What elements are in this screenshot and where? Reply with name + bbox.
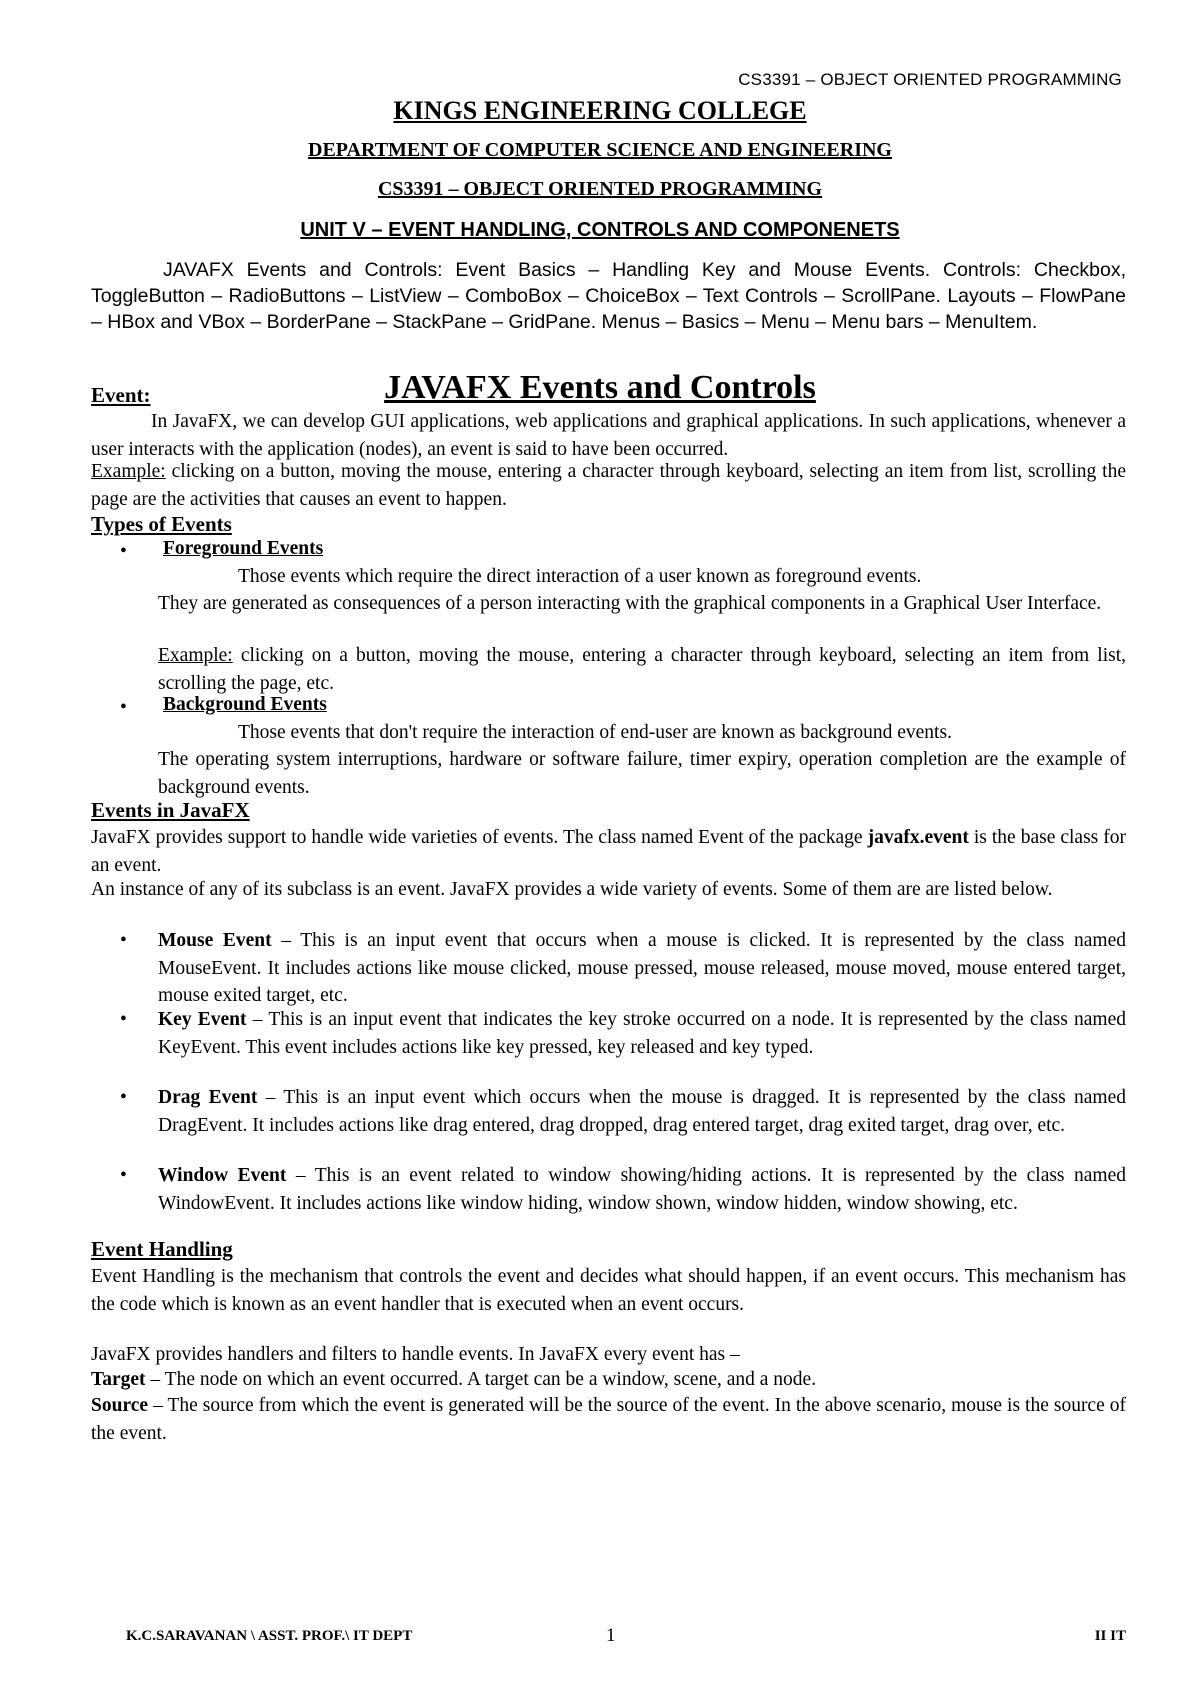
background-events-title: Background Events <box>163 694 327 715</box>
department-name: DEPARTMENT OF COMPUTER SCIENCE AND ENGINEERING <box>308 139 892 161</box>
list-item-window-event: • Window Event – This is an event related to window showing/hiding actions. It is represented by the class named WindowEvent. It includes actions like window hiding, window shown, window hidden, window showing, etc. <box>120 1165 1127 1214</box>
event-name: Key Event <box>158 1009 247 1030</box>
handling-para2: JavaFX provides handlers and filters to handle events. In JavaFX every event has – <box>91 1344 740 1365</box>
syllabus-text: JAVAFX Events and Controls: Event Basics – Handling Key and Mouse Events. Controls: Checkbox, ToggleButton – RadioButtons – ListView – ComboBox – ChoiceBox – Text Controls – ScrollPane. Layouts – FlowPane – HBox and VBox – BorderPane – StackPane – GridPane. Menus – Basics – Menu – Menu bars – MenuItem. <box>91 259 1126 333</box>
list-item-mouse-event: • Mouse Event – This is an input event that occurs when a mouse is clicked. It is represented by the class named MouseEvent. It includes actions like mouse clicked, mouse pressed, mouse released, mouse moved, mouse entered target, mouse exited target, etc. <box>120 930 1126 1006</box>
handling-target <box>91 1366 1126 1394</box>
example-text: clicking on a button, moving the mouse, entering a character through keyboard, selecting an item from list, scrolling the page are the activities that causes an event to happen. <box>91 461 1126 510</box>
event-example <box>91 458 1126 513</box>
javafx-events-para2: An instance of any of its subclass is an event. JavaFX provides a wide variety of events. Some of them are are listed below. <box>91 879 1053 900</box>
handling-source <box>91 1392 1126 1447</box>
list-item-drag-event: • Drag Event – This is an input event which occurs when the mouse is dragged. It is represented by the class named DragEvent. It includes actions like drag entered, drag dropped, drag entered target, drag exited target, drag over, etc. <box>120 1087 1126 1136</box>
event-desc: – This is an input event which occurs when the mouse is dragged. It is represented by the class named DragEvent. It includes actions like drag entered, drag dropped, drag entered target, drag exited target, drag over, etc. <box>158 1087 1126 1136</box>
event-name: Window Event <box>158 1165 287 1186</box>
foreground-line2: They are generated as consequences of a person interacting with the graphical components in a Graphical User Interface. <box>158 593 1102 614</box>
para-text: is the base class for an event. <box>91 827 1126 876</box>
running-header: CS3391 – OBJECT ORIENTED PROGRAMMING <box>738 70 1122 89</box>
example-text: clicking on a button, moving the mouse, entering a character through keyboard, selecting an item from list, scrolling the page, etc. <box>158 645 1126 694</box>
footer-year: II IT <box>1094 1628 1126 1644</box>
handling-para1: Event Handling is the mechanism that controls the event and decides what should happen, if an event occurs. This mechanism has the code which is known as an event handler that is executed when an event occurs. <box>91 1266 1126 1315</box>
event-desc: – This is an input event that indicates the key stroke occurred on a node. It is represented by the class named KeyEvent. This event includes actions like key pressed, key released and key typed. <box>158 1009 1126 1058</box>
background-line1: Those events that don't require the interaction of end-user are known as background events. <box>238 722 952 743</box>
page-number: 1 <box>606 1625 616 1646</box>
background-line2: The operating system interruptions, hardware or software failure, timer expiry, operation completion are the example of background events. <box>158 749 1126 798</box>
event-desc: – This is an event related to window showing/hiding actions. It is represented by the class named WindowEvent. It includes actions like window hiding, window shown, window hidden, window showing, etc. <box>158 1165 1127 1214</box>
event-paragraph: In JavaFX, we can develop GUI applications, web applications and graphical applications. In such applications, whenever a user interacts with the application (nodes), an event is said to have been occurred. <box>91 411 1126 460</box>
para-text: JavaFX provides support to handle wide varieties of events. The class named Event of the package <box>91 827 868 848</box>
example-label: Example: <box>91 461 166 482</box>
unit-title: UNIT V – EVENT HANDLING, CONTROLS AND COMPONENETS <box>300 219 900 241</box>
foreground-events-title: Foreground Events <box>163 538 324 559</box>
foreground-line1: Those events which require the direct interaction of a user known as foreground events. <box>238 566 922 587</box>
example-label: Example: <box>158 645 233 666</box>
foreground-example <box>158 642 1126 697</box>
college-name: KINGS ENGINEERING COLLEGE <box>393 96 807 125</box>
document-page: CS3391 – OBJECT ORIENTED PROGRAMMING KINGS ENGINEERING COLLEGE DEPARTMENT OF COMPUTER SCIENCE AND ENGINEERING CS3391 – OBJECT ORIENTED PROGRAMMING UNIT V – EVENT HANDLING, CONTROLS AND COMPONENETS JAVAFX Events and Controls: Event Basics – Handling Key and Mouse Events. Controls: Checkbox, ToggleButton – RadioButtons – ListView – ComboBox – ChoiceBox – Text Controls – ScrollPane. Layouts – FlowPane – HBox and VBox – BorderPane – StackPane – GridPane. Menus – Basics – Menu – Menu bars – MenuItem. JAVAFX Events and Controls Event: In JavaFX, we can develop GUI applications, web applications and graphical applications. In such applications, whenever a user interacts with the application (nodes), an event is said to have been occurred. Example: clicking on a button, moving the mouse, entering a character through keyboard, selecting an item from list, scrolling the page are the activities that causes an event to happen. Types of Events • Foreground Events Those events which require the direct interaction of a user known as foreground events. They are generated as consequences of a person interacting with the graphical components in a Graphical User Interface. Example: clicking on a button, moving the mouse, entering a character through keyboard, selecting an item from list, scrolling the page, etc. • Background Events Those events that don't require the interaction of end-user are known as background events. The operating system interruptions, hardware or software failure, timer expiry, operation completion are the example of background events. Events in JavaFX JavaFX provides support to handle wide varieties of events. The class named Event of the package javafx.event is the base class for an event. An instance of any of its subclass is an event. JavaFX provides a wide variety of events. Some of them are are listed below. • Mouse Event – This is an input event that occurs when a mouse is clicked. It is represented by the class named MouseEvent. It includes actions like mouse clicked, mouse pressed, mouse released, mouse moved, mouse entered target, mouse exited target, etc. • Key Event – This is an input event that indicates the key stroke occurred on a node. It is represented by the class named KeyEvent. This event includes actions like key pressed, key released and key typed. • Drag Event – This is an input event which occurs when the mouse is dragged. It is represented by the class named DragEvent. It includes actions like drag entered, drag dropped, drag entered target, drag exited target, drag over, etc. • Window Event – This is an event related to window showing/hiding actions. It is represented by the class named WindowEvent. It includes actions like window hiding, window shown, window hidden, window showing, etc. Event Handling Event Handling is the mechanism that controls the event and decides what should happen, if an event occurs. This mechanism has the code which is known as an event handler that is executed when an event occurs. JavaFX provides handlers and filters to handle events. In JavaFX every event has – Target – The node on which an event occurred. A target can be a window, scene, and a node. Source – The source from which the event is generated will be the source of the event. In the above scenario, mouse is the source of the event. K.C.SARAVANAN \ ASST. PROF.\ IT DEPT 1 II IT <box>0 0 1200 1696</box>
footer-author: K.C.SARAVANAN \ ASST. PROF.\ IT DEPT <box>126 1628 413 1644</box>
package-name: javafx.event <box>867 827 969 848</box>
event-name: Drag Event <box>158 1087 258 1108</box>
section-heading-types: Types of Events <box>91 512 232 536</box>
source-label: Source <box>91 1395 149 1416</box>
page-title: JAVAFX Events and Controls <box>384 369 816 406</box>
javafx-events-para1 <box>91 824 1126 879</box>
target-text: – The node on which an event occurred. A target can be a window, scene, and a node. <box>145 1369 817 1390</box>
event-name: Mouse Event <box>158 930 272 951</box>
list-item-key-event: • Key Event – This is an input event that indicates the key stroke occurred on a node. It is represented by the class named KeyEvent. This event includes actions like key pressed, key released and key typed. <box>120 1009 1126 1058</box>
section-heading-event: Event: <box>91 383 151 407</box>
course-title: CS3391 – OBJECT ORIENTED PROGRAMMING <box>377 178 823 200</box>
source-text: – The source from which the event is generated will be the source of the event. In the above scenario, mouse is the source of the event. <box>91 1395 1126 1444</box>
section-heading-javafx-events: Events in JavaFX <box>91 798 250 822</box>
event-desc: – This is an input event that occurs when a mouse is clicked. It is represented by the class named MouseEvent. It includes actions like mouse clicked, mouse pressed, mouse released, mouse moved, mouse entered target, mouse exited target, etc. <box>158 930 1126 1006</box>
target-label: Target <box>91 1369 146 1390</box>
section-heading-event-handling: Event Handling <box>91 1237 233 1261</box>
unit-syllabus <box>91 257 1126 335</box>
